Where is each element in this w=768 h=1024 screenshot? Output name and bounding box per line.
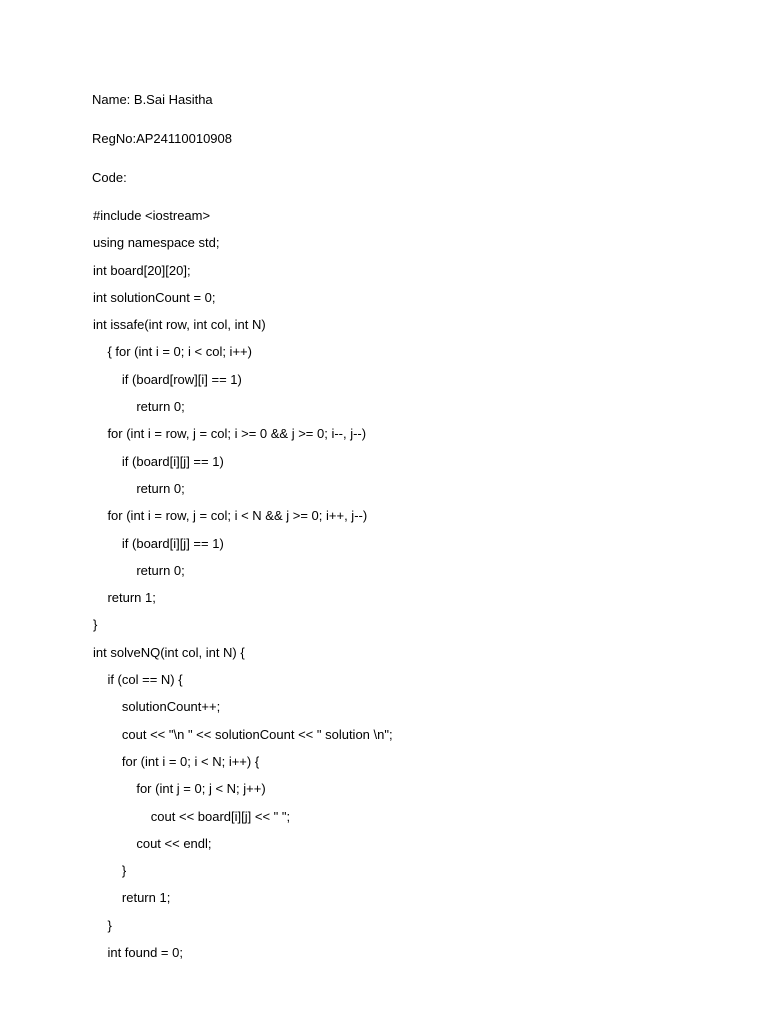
code-line: for (int i = 0; i < N; i++) { (93, 753, 260, 769)
code-line: cout << board[i][j] << " "; (93, 808, 291, 824)
student-name-line: Name: B.Sai Hasitha (92, 92, 213, 107)
code-line: } (93, 863, 127, 879)
code-line: cout << endl; (93, 835, 212, 851)
code-line: cout << "\n " << solutionCount << " solution \n"; (93, 726, 393, 742)
code-line: int solveNQ(int col, int N) { (93, 644, 245, 660)
code-line: if (board[i][j] == 1) (93, 535, 224, 551)
code-line: int solutionCount = 0; (93, 289, 216, 305)
code-line: #include <iostream> (93, 208, 211, 223)
code-line: } (93, 617, 98, 633)
code-line: int board[20][20]; (93, 262, 191, 278)
code-line: return 0; (93, 399, 185, 415)
code-line: int found = 0; (93, 945, 183, 961)
code-line: if (board[i][j] == 1) (93, 453, 224, 469)
code-line: using namespace std; (93, 235, 220, 251)
code-label: Code: (92, 170, 127, 185)
code-line: for (int i = row, j = col; i < N && j >= 0; i++, j--) (93, 508, 368, 524)
code-line: solutionCount++; (93, 699, 221, 715)
code-line: int issafe(int row, int col, int N) (93, 317, 266, 333)
code-line: return 0; (93, 562, 185, 578)
code-line: } (93, 917, 112, 933)
code-line: for (int j = 0; j < N; j++) (93, 781, 266, 797)
code-line: if (col == N) { (93, 672, 183, 688)
registration-number-line: RegNo:AP24110010908 (92, 131, 232, 146)
code-line: for (int i = row, j = col; i >= 0 && j >= 0; i--, j--) (93, 426, 367, 442)
code-line: return 1; (93, 890, 171, 906)
code-line: return 0; (93, 480, 185, 496)
code-line: return 1; (93, 590, 156, 606)
code-line: { for (int i = 0; i < col; i++) (93, 344, 252, 360)
code-listing (93, 208, 733, 972)
code-line: if (board[row][i] == 1) (93, 371, 242, 387)
